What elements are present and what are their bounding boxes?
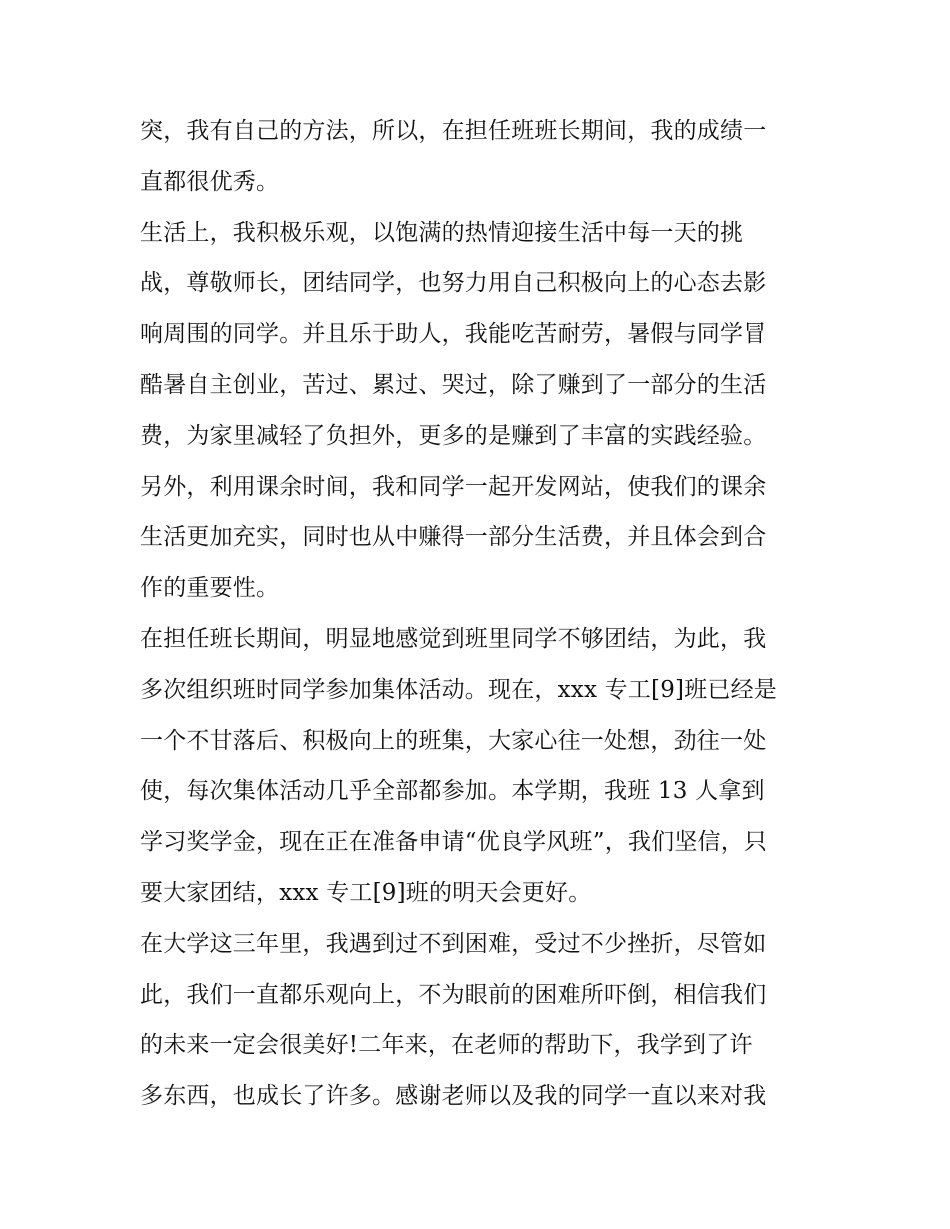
text-line: 响周围的同学。并且乐于助人，我能吃苦耐劳，暑假与同学冒 <box>140 321 767 348</box>
text-line: 一个不甘落后、积极向上的班集，大家心往一处想，劲往一处 <box>140 727 767 754</box>
text-line: 在担任班长期间，明显地感觉到班里同学不够团结，为此，我 <box>140 625 767 652</box>
document-body <box>140 106 816 1122</box>
text-line: 的未来一定会很美好!二年来，在老师的帮助下，我学到了许 <box>140 1032 753 1059</box>
text-line: 使，每次集体活动几乎全部都参加。本学期，我班 13 人拿到 <box>140 778 765 805</box>
text-line: 突，我有自己的方法，所以，在担任班班长期间，我的成绩一 <box>140 118 767 144</box>
text-line: 战，尊敬师长，团结同学，也努力用自己积极向上的心态去影 <box>140 270 767 297</box>
text-line: 另外，利用课余时间，我和同学一起开发网站，使我们的课余 <box>140 473 767 500</box>
text-line: 多次组织班时同学参加集体活动。现在，xxx 专工[9]班已经是 <box>140 676 778 703</box>
text-line: 费，为家里减轻了负担外，更多的是赚到了丰富的实践经验。 <box>140 422 767 449</box>
text-line: 学习奖学金，现在正在准备申请“优良学风班”，我们坚信，只 <box>140 829 768 856</box>
text-line: 此，我们一直都乐观向上，不为眼前的困难所吓倒，相信我们 <box>140 981 767 1008</box>
text-line: 在大学这三年里，我遇到过不到困难，受过不少挫折，尽管如 <box>140 930 767 957</box>
text-line: 直都很优秀。 <box>140 168 280 195</box>
text-line: 生活更加充实，同时也从中赚得一部分生活费，并且体会到合 <box>140 524 767 551</box>
text-line: 酷暑自主创业，苦过、累过、哭过，除了赚到了一部分的生活 <box>140 371 767 398</box>
text-line: 要大家团结，xxx 专工[9]班的明天会更好。 <box>140 879 592 906</box>
text-line: 作的重要性。 <box>140 575 280 602</box>
text-line: 多东西，也成长了许多。感谢老师以及我的同学一直以来对我 <box>140 1083 767 1110</box>
text-line: 生活上，我积极乐观，以饱满的热情迎接生活中每一天的挑 <box>140 219 744 246</box>
